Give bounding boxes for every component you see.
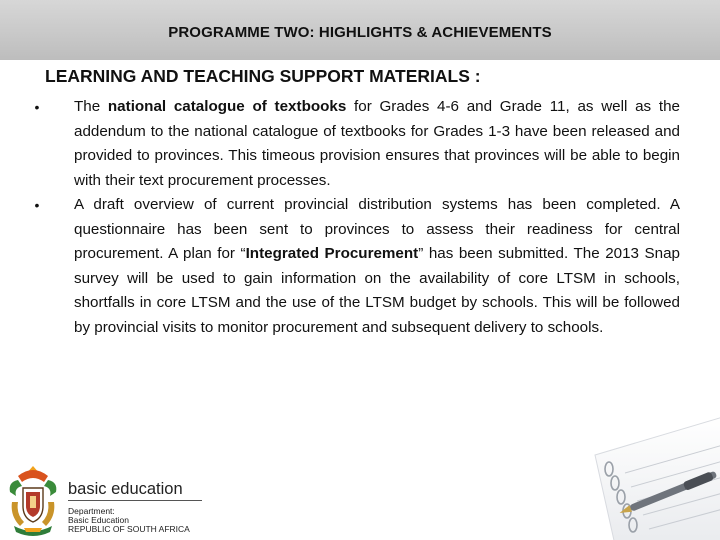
bullet-item xyxy=(30,95,680,193)
bullet-text: ” has been submitted. The 2013 Snap survey will be used to gain information on the availability of core LTSM in schools, shortfalls in core LTSM and the use of the LTSM budget by schools. This will be followed by provincial visits to monitor procurement and subsequent delivery to schools. xyxy=(74,245,680,336)
bullet-bold-text: Integrated Procurement xyxy=(245,245,419,262)
dept-line-department: Department: xyxy=(68,506,115,516)
brand-name: basic education xyxy=(68,480,183,498)
dept-line-name: Basic Education xyxy=(68,515,129,525)
bullet-bold-text: national catalogue of textbooks xyxy=(107,98,347,115)
bullet-marker: • xyxy=(34,99,40,115)
dept-line-country: REPUBLIC OF SOUTH AFRICA xyxy=(68,524,190,534)
bullet-marker: • xyxy=(34,197,40,213)
bullet-list xyxy=(30,95,680,340)
coat-of-arms-icon xyxy=(4,462,62,540)
slide-title: PROGRAMME TWO: HIGHLIGHTS & ACHIEVEMENTS xyxy=(168,24,552,41)
footer xyxy=(0,458,720,540)
header-bar xyxy=(0,0,720,60)
section-heading: LEARNING AND TEACHING SUPPORT MATERIALS : xyxy=(45,66,481,86)
bullet-text: The xyxy=(74,98,108,115)
bullet-text: A draft overview of current provincial distribution systems has been completed. A questionnaire has been sent to provinces to assess their readiness for central procurement. A plan for “ xyxy=(74,196,680,262)
bullet-text: for Grades 4-6 and Grade 11, as well as the addendum to the national catalogue of textbooks for Grades 1-3 have been released and provided to provinces. This timeous provision ensures that provinces will be able to begin with their text procurement processes. xyxy=(74,98,680,189)
bullet-item xyxy=(30,193,680,340)
brand-divider xyxy=(68,500,202,501)
